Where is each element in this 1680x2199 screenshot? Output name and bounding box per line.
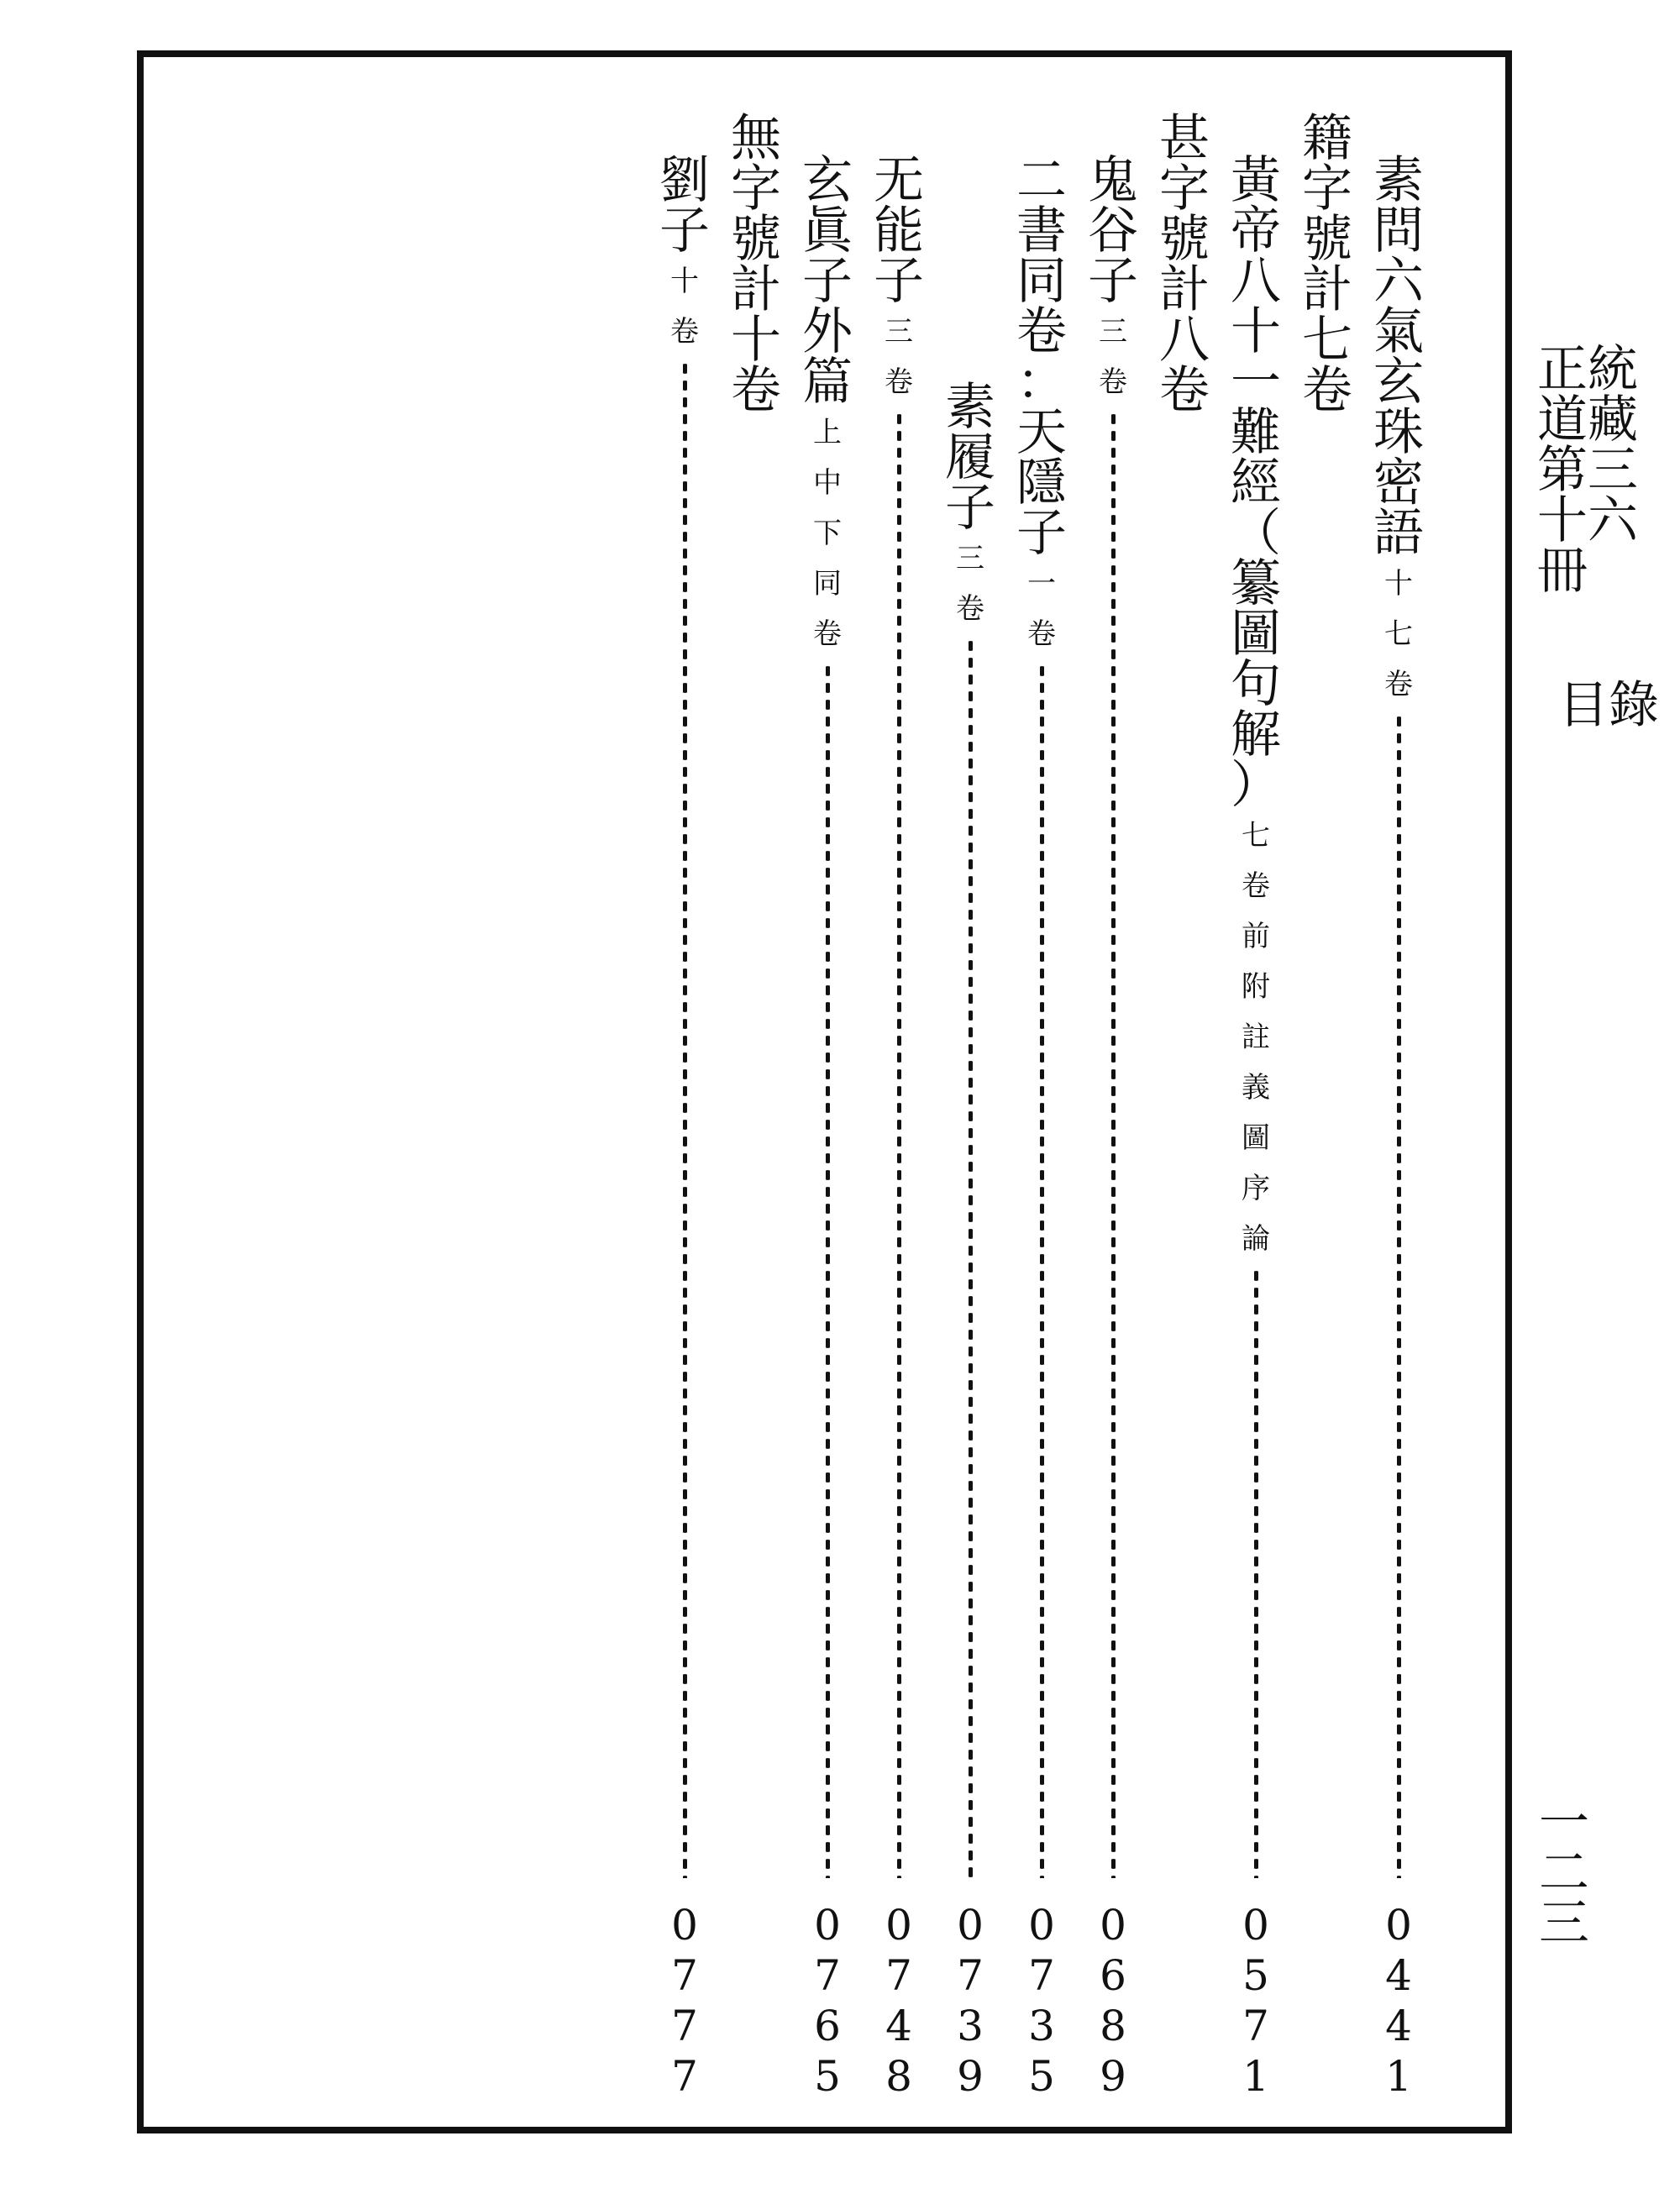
toc-section-header: [722, 109, 790, 420]
page-number: 0 4 4 1: [1385, 1901, 1412, 2101]
entry-note: 三 卷: [956, 542, 984, 626]
page-number: 0 7 3 9: [957, 1901, 984, 2101]
page-number: 0 7 3 5: [1028, 1901, 1055, 2101]
leader-dots: [683, 360, 687, 1878]
running-head-title: 正統道藏第三十六冊: [1537, 340, 1638, 601]
page-number: 0 5 7 1: [1242, 1901, 1269, 2101]
entry-title: 素 履 子: [945, 378, 995, 538]
entry-title: 无 能 子: [874, 151, 924, 311]
toc-section-header: [1151, 109, 1218, 420]
entry-note: 十 卷: [670, 265, 699, 349]
entry-note: 七 卷 前 附 註 義 圖 序 論: [1242, 819, 1270, 1256]
toc-entry-suwen[interactable]: [1365, 151, 1432, 1878]
toc-entry-wunengzi[interactable]: [865, 151, 932, 1878]
toc-section-header: [1294, 109, 1361, 420]
entry-title: 鬼 谷 子: [1088, 151, 1138, 311]
toc-entry-liuzi[interactable]: [651, 151, 718, 1878]
section-header-title: 無 字 號 計 十 卷: [731, 109, 781, 420]
entry-note: 上 中 下 同 卷: [813, 416, 842, 651]
page-number: 0 7 6 5: [814, 1901, 841, 2101]
entry-title: 玄 眞 子 外 篇: [802, 151, 853, 412]
leader-dots: [897, 411, 901, 1878]
entry-note: 一 卷: [1027, 567, 1056, 651]
section-header-title: 甚 字 號 計 八 卷: [1159, 109, 1210, 420]
entry-title: 素 問 六 氣 玄 珠 密 語: [1373, 151, 1424, 563]
leader-dots: [1111, 411, 1116, 1878]
page-number: 0 7 7 7: [671, 1901, 698, 2101]
folio-number: 一 二 三: [1539, 1793, 1589, 1953]
entry-note: 十 七 卷: [1384, 567, 1413, 701]
toc-entry-guiguzi[interactable]: [1079, 151, 1147, 1878]
leader-dots: [826, 663, 830, 1878]
page-number: 0 6 8 9: [1100, 1901, 1126, 2101]
entry-title: 黃 帝 八 十 一 難 經 （ 纂 圖 句 解 ）: [1231, 151, 1281, 815]
toc-entry-xuanzhenzi[interactable]: [794, 151, 861, 1878]
toc-entry-huangdi[interactable]: [1222, 151, 1289, 1878]
running-head-section: 目錄: [1558, 676, 1659, 735]
entry-title: 劉 子: [659, 151, 710, 260]
entry-note: 三 卷: [885, 315, 913, 399]
section-header-title: 籍 字 號 計 七 卷: [1302, 109, 1352, 420]
page-number: 0 7 4 8: [885, 1901, 912, 2101]
leader-dots: [1040, 663, 1044, 1878]
leader-dots: [969, 638, 973, 1878]
running-head: [1537, 340, 1680, 735]
leader-dots: [1397, 713, 1401, 1878]
toc-entry-tianyinzi[interactable]: [1008, 151, 1075, 1878]
toc-entry-sulvzi[interactable]: [937, 378, 1004, 1878]
entry-title: 二 書 同 卷 ： 天 隱 子: [1016, 151, 1067, 563]
leader-dots: [1254, 1267, 1258, 1878]
entry-note: 三 卷: [1099, 315, 1127, 399]
